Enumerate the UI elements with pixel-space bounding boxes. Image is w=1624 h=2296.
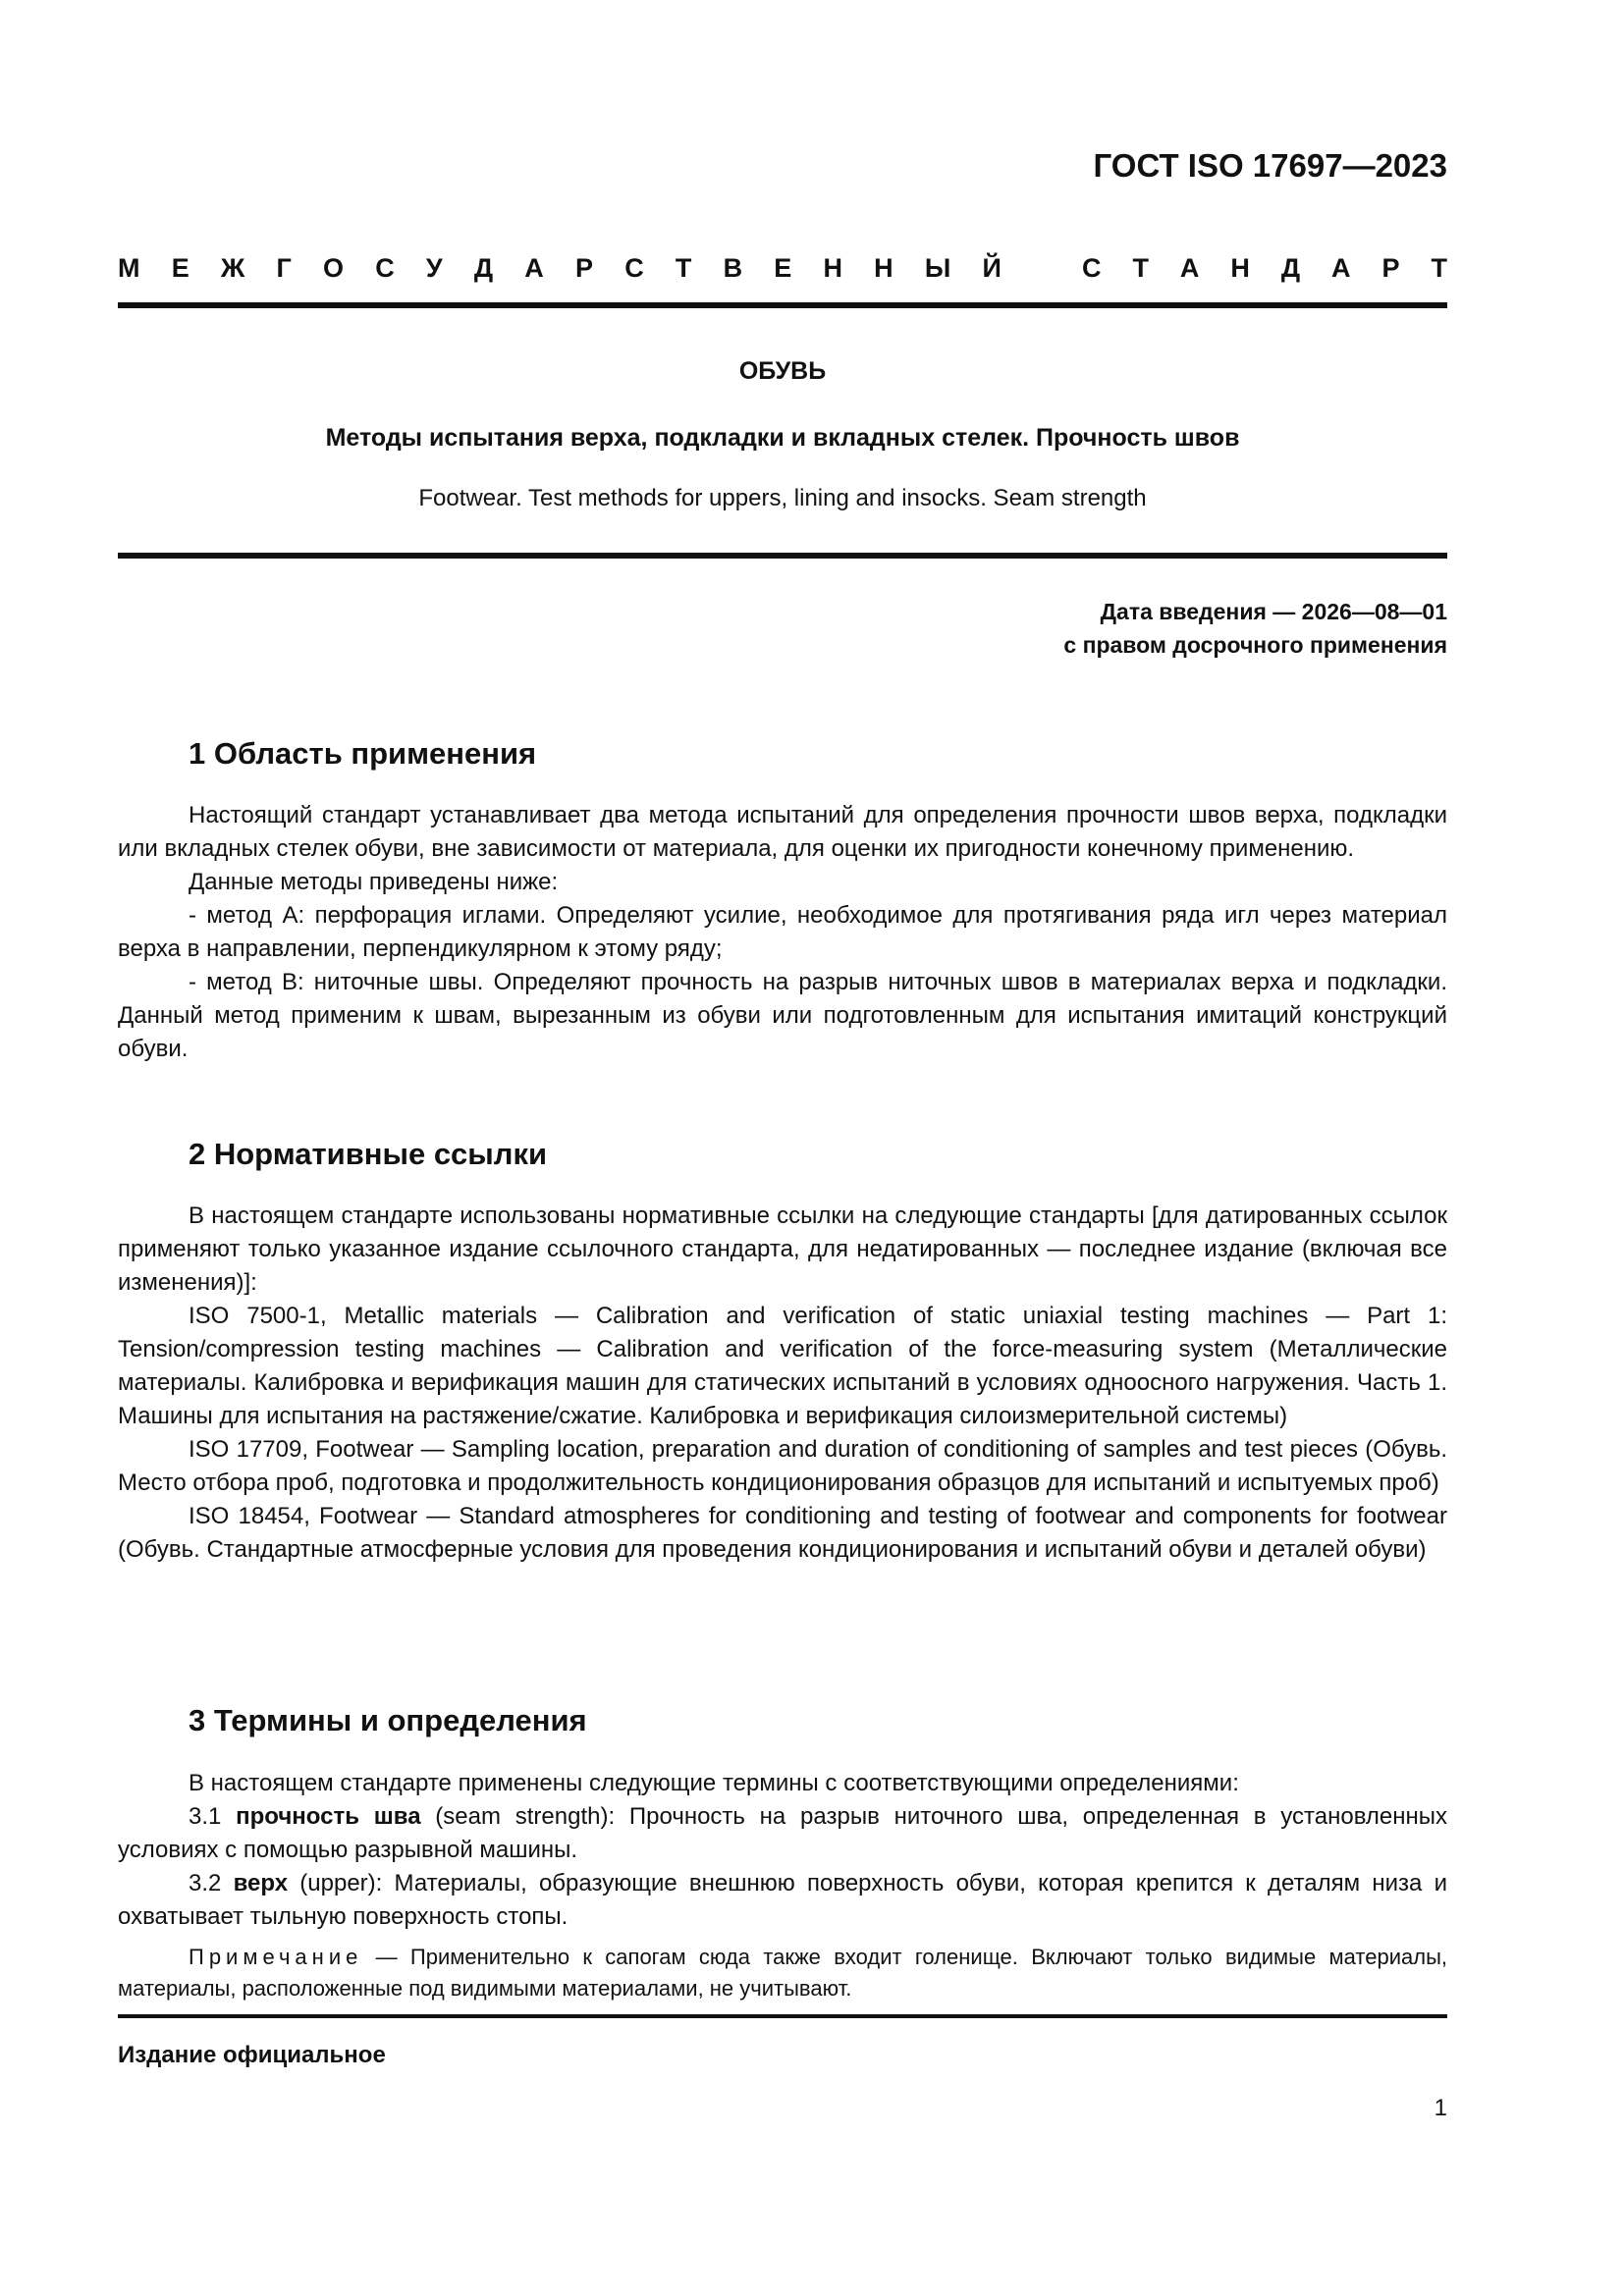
introduction-date: [1063, 595, 1447, 662]
official-edition: Издание официальное: [118, 2042, 386, 2068]
section-3-body: [118, 1767, 1447, 1934]
top-rule: [118, 302, 1447, 308]
banner-letter: Н: [874, 253, 893, 283]
banner-letter: Д: [1280, 253, 1301, 283]
title-bottom-rule: [118, 553, 1447, 559]
note-label: Примечание: [189, 1945, 363, 1969]
document-subtitle-en: Footwear. Test methods for uppers, lining and insocks. Seam strength: [418, 485, 1147, 511]
gost-number: ГОСТ ISO 17697—2023: [1093, 147, 1447, 184]
banner-word-standard: [1082, 253, 1447, 284]
reference-iso-17709: ISO 17709, Footwear — Sampling location, preparation and duration of conditioning of samples and test pieces (Обувь. Место отбора проб, подготовка и продолжительность кондиционирования образцов для испытаний и испытуемых проб): [118, 1436, 1447, 1496]
banner-letter: С: [624, 253, 644, 283]
banner-letter: Н: [823, 253, 842, 283]
banner-letter: Ж: [220, 253, 245, 283]
paragraph: - метод А: перфорация иглами. Определяют усилие, необходимое для протягивания ряда игл через материал верха в направлении, перпендикулярном к этому ряду;: [118, 902, 1447, 962]
banner-letter: М: [118, 253, 140, 283]
paragraph: Настоящий стандарт устанавливает два метода испытаний для определения прочности швов верха, подкладки или вкладных стелек обуви, вне зависимости от материала, для оценки их пригодности конечному применению.: [118, 802, 1447, 862]
banner-letter: О: [322, 253, 344, 283]
note-text: — Применительно к сапогам сюда также входит голенище. Включают только видимые материалы, материалы, расположенные под видимыми материалами, не учитывают.: [118, 1945, 1447, 2001]
banner-letter: С: [375, 253, 395, 283]
banner-letter: А: [1331, 253, 1351, 283]
note: [118, 1942, 1447, 2004]
term-3-2: [118, 1867, 1447, 1934]
banner-letter: Т: [675, 253, 692, 283]
term-3-1: [118, 1800, 1447, 1867]
banner-letter: Р: [574, 253, 593, 283]
reference-iso-7500-1: ISO 7500-1, Metallic materials — Calibration and verification of static uniaxial testing machines — Part 1: Tension/compression testing machines — Calibration and verification of the force-measuring system (Металлические материалы. Калибровка и верификация машин для статических испытаний в условиях одноосного нагружения. Часть 1. Машины для испытания на растяжение/сжатие. Калибровка и верификация силоизмерительной системы): [118, 1303, 1447, 1429]
banner-letter: Р: [1381, 253, 1400, 283]
paragraph: Данные методы приведены ниже:: [189, 869, 559, 895]
banner-word-interstate: [118, 253, 1001, 284]
banner-letter: Е: [171, 253, 189, 283]
reference-iso-18454: ISO 18454, Footwear — Standard atmospheres for conditioning and testing of footwear and components for footwear (Обувь. Стандартные атмосферные условия для проведения кондиционирования и испытаний обуви и деталей обуви): [118, 1503, 1447, 1563]
banner-letter: А: [1179, 253, 1200, 283]
document-title: ОБУВЬ: [738, 357, 827, 385]
term-name: верх: [233, 1870, 289, 1896]
section-1-heading: 1 Область применения: [189, 736, 537, 771]
term-definition: (seam strength): Прочность на разрыв ниточного шва, определенная в установленных условиях с помощью разрывной машины.: [118, 1803, 1448, 1863]
banner-letter: У: [425, 253, 443, 283]
introduction-date-line: Дата введения — 2026—08—01: [1100, 599, 1447, 624]
term-number: 3.1: [189, 1803, 237, 1830]
banner-letter: Т: [1431, 253, 1447, 283]
banner-letter: Г: [276, 253, 292, 283]
banner-letter: Т: [1132, 253, 1149, 283]
banner-letter: Д: [473, 253, 494, 283]
term-definition: (upper): Материалы, образующие внешнюю поверхность обуви, которая крепится к деталям низа и охватывает тыльную поверхность стопы.: [118, 1870, 1448, 1930]
document-subtitle-ru: Методы испытания верха, подкладки и вкладных стелек. Прочность швов: [325, 424, 1240, 452]
page-number: 1: [1434, 2095, 1447, 2121]
banner-letter: Ы: [924, 253, 951, 283]
section-2-heading: 2 Нормативные ссылки: [189, 1137, 548, 1171]
term-number: 3.2: [189, 1870, 234, 1896]
footer-rule: [118, 2014, 1447, 2018]
paragraph: - метод В: ниточные швы. Определяют прочность на разрыв ниточных швов в материалах верха и подкладки. Данный метод применим к швам, вырезанным из обуви или подготовленным для испытания имитаций конструкций обуви.: [118, 969, 1447, 1062]
section-3-heading: 3 Термины и определения: [189, 1703, 587, 1737]
paragraph: В настоящем стандарте использованы нормативные ссылки на следующие стандарты [для датированных ссылок применяют только указанное издание ссылочного стандарта, для недатированных — последнее издание (включая все изменения)]:: [118, 1202, 1447, 1296]
banner-letter: Н: [1230, 253, 1250, 283]
paragraph: В настоящем стандарте применены следующие термины с соответствующими определениями:: [189, 1770, 1239, 1796]
banner-letter: В: [723, 253, 743, 283]
banner-letter: А: [524, 253, 544, 283]
standard-banner: [118, 253, 1447, 284]
banner-letter: С: [1082, 253, 1102, 283]
section-1-body: [118, 799, 1447, 1066]
section-2-body: [118, 1200, 1447, 1567]
banner-letter: Й: [982, 253, 1001, 283]
term-name: прочность шва: [236, 1803, 421, 1830]
early-application-line: с правом досрочного применения: [1063, 632, 1447, 658]
banner-letter: Е: [774, 253, 792, 283]
